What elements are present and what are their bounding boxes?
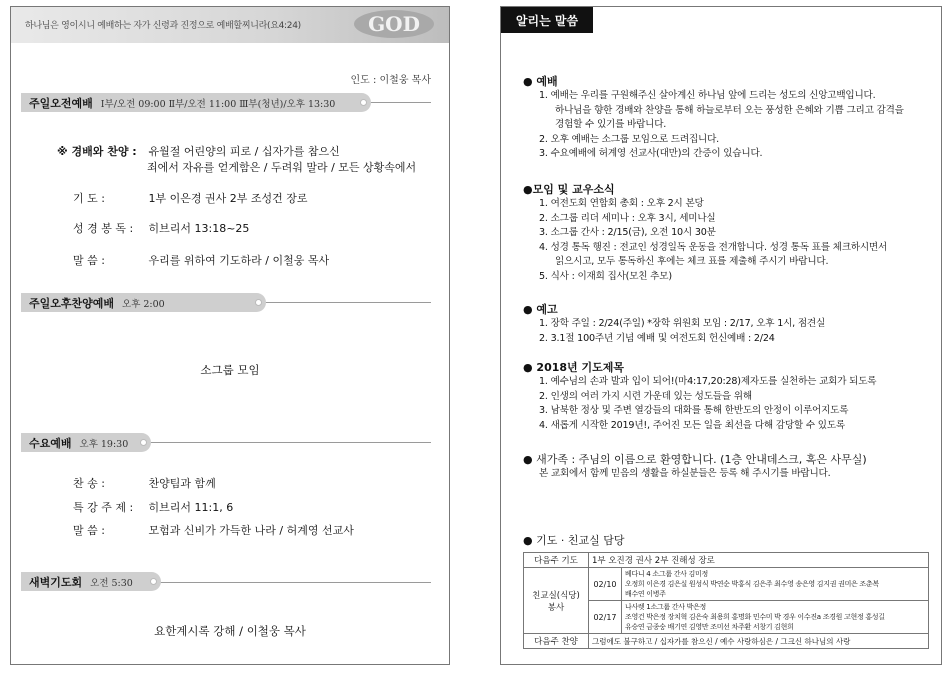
- block-line: 3. 수요예배에 허계영 선교사(대만)의 간증이 있습니다.: [539, 148, 763, 159]
- block-line: 경험할 수 있기를 바랍니다.: [555, 119, 667, 130]
- block-head: ●모임 및 교우소식: [523, 183, 615, 196]
- praise-row: [73, 475, 216, 491]
- lecture-value: 히브리서 11:1, 6: [148, 501, 234, 514]
- announcements-header: 알리는 말씀: [501, 7, 593, 33]
- duty-line: 나사렛 1소그룹 간사 박은정: [625, 603, 707, 611]
- duty-line: 배수연 이병주: [625, 590, 666, 598]
- duty-line: 베다니 4 소그룹 간사 김미정: [625, 570, 708, 578]
- duty-names: [622, 601, 929, 634]
- prayer-value: 1부 이은경 권사 2부 조성건 장로: [148, 192, 308, 205]
- block-line: 읽으시고, 모두 통독하신 후에는 체크 표를 제출해 주시기 바랍니다.: [555, 256, 829, 267]
- fellowship-label: 친교실(식당) 봉사: [524, 568, 589, 634]
- duty-line: 조영건 박은정 장치혁 김은숙 최용희 홍명화 민수미 박 경우 이수진a 조경원 고현정 홍성길: [625, 613, 885, 621]
- wed-sermon-value: 모험과 신비가 가득한 나라 / 허계영 선교사: [148, 524, 354, 537]
- section-afternoon: [21, 293, 266, 312]
- duty-head: ● 기도 · 친교실 담당: [523, 534, 625, 547]
- block-head: ● 새가족 : 주님의 이름으로 환영합니다. (1층 안내데스크, 혹은 사무실): [523, 453, 867, 466]
- block-lines: [523, 375, 927, 433]
- block-line: 1. 예수님의 손과 발과 입이 되어!(마4:17,20:28)제자도를 실천하는 교회가 되도록: [539, 376, 877, 387]
- duty-date: 02/17: [589, 601, 622, 634]
- next-prayer-label: 다음주 기도: [524, 553, 589, 568]
- block-lines: [523, 467, 927, 482]
- duty-head-wrap: [523, 532, 927, 548]
- block-line: 2. 소그룹 리더 세미나 : 오후 3시, 세미나실: [539, 212, 716, 224]
- wed-sermon-label: 말 씀 :: [73, 524, 105, 537]
- section-title: 주일오전예배: [29, 96, 93, 110]
- block-line: 3. 남북한 정상 및 주변 열강들의 대화를 통해 한반도의 안정이 이루어지도록: [539, 405, 849, 416]
- banner-verse: 하나님은 영이시니 예배하는 자가 신령과 진정으로 예배할찌니라(요4:24): [25, 21, 301, 31]
- sermon-row: [73, 252, 329, 268]
- sermon-value: 우리를 위하여 기도하라 / 이철웅 목사: [148, 254, 330, 267]
- table-row: [524, 553, 929, 568]
- section-dot: [140, 439, 147, 446]
- reading-label: 성 경 봉 독 :: [73, 222, 134, 235]
- block-head: ● 예고: [523, 303, 558, 316]
- block-line: 2. 오후 예배는 소그룹 모임으로 드려집니다.: [539, 133, 719, 145]
- block-line: 1. 예배는 우리를 구원해주신 살아계신 하나님 앞에 드리는 성도의 신앙고백입니다.: [539, 90, 876, 101]
- block-lines: [523, 317, 927, 346]
- block-line: 본 교회에서 함께 믿음의 생활을 하실분들은 등록 해 주시기를 바랍니다.: [539, 468, 831, 479]
- section-title: 새벽기도회: [29, 575, 83, 589]
- duty-table: [523, 552, 929, 649]
- god-logo-text: GOD: [368, 12, 420, 36]
- sermon-label: 말 씀 :: [73, 254, 105, 267]
- duty-line: 오정희 이은경 김은실 원성식 박연순 박홍식 김은주 최수영 송은영 김지권 권미은 조춘복: [625, 580, 879, 588]
- section-time: 오후 19:30: [79, 438, 129, 450]
- section-dot: [360, 99, 367, 106]
- duty-line: 유승연 금종숭 배기연 김영만 조미선 차주환 서창기 김현희: [625, 623, 794, 631]
- duty-names: [622, 568, 929, 601]
- praise-label: 찬 송 :: [73, 477, 105, 490]
- prayer-label: 기 도 :: [73, 192, 105, 205]
- reading-value: 히브리서 13:18~25: [148, 222, 250, 235]
- hymn-row: [57, 143, 340, 159]
- lecture-row: [73, 499, 233, 515]
- hymn-line2: 죄에서 자유를 얻게함은 / 두려워 말라 / 모든 상황속에서: [147, 161, 417, 174]
- block-prayer-topics: [523, 359, 927, 433]
- block-worship: [523, 73, 927, 162]
- section-title: 주일오후찬양예배: [29, 296, 115, 310]
- block-newcomers: [523, 451, 927, 482]
- block-lines: [523, 89, 927, 162]
- table-row: [524, 568, 929, 601]
- left-page: [10, 6, 450, 665]
- prayer-row: [73, 190, 308, 206]
- duty-date: 02/10: [589, 568, 622, 601]
- block-head: ● 2018년 기도제목: [523, 361, 625, 374]
- god-logo: [353, 9, 435, 39]
- hymn-line1: 유월절 어린양의 피로 / 십자가를 참으신: [148, 145, 340, 158]
- praise-value: 찬양팀과 함께: [148, 477, 216, 490]
- section-wednesday: [21, 433, 151, 452]
- wed-sermon-row: [73, 522, 354, 538]
- block-line: 3. 소그룹 간사 : 2/15(금), 오전 10시 30분: [539, 227, 716, 238]
- reading-row: [73, 220, 249, 236]
- next-prayer-value: 1부 오진경 권사 2부 진해성 장로: [589, 553, 929, 568]
- section-dawn: [21, 572, 161, 591]
- right-page: [500, 6, 942, 665]
- block-line: 4. 성경 통독 행진 : 전교인 성경일독 운동을 전개합니다. 성경 통독 표를 체크하시면서: [539, 241, 888, 253]
- block-preview: [523, 301, 927, 346]
- section-time: Ⅰ부/오전 09:00 Ⅱ부/오전 11:00 Ⅲ부(청년)/오후 13:30: [100, 98, 336, 110]
- block-line: 1. 여전도회 연합회 총회 : 오후 2시 본당: [539, 198, 704, 209]
- table-row: [524, 634, 929, 649]
- block-line: 하나님을 향한 경배와 찬양을 통해 하늘로부터 오는 풍성한 은혜와 기쁨 그리고 감격을: [555, 104, 904, 116]
- next-praise-label: 다음주 찬양: [524, 634, 589, 649]
- section-dot: [150, 578, 157, 585]
- block-line: 1. 장학 주일 : 2/24(주일) *장학 위원회 모임 : 2/17, 오후 1시, 점견실: [539, 318, 826, 329]
- next-praise-value: 그럼에도 불구하고 / 십자가를 참으신 / 예수 사랑하심은 / 그크신 하나님의 사랑: [589, 634, 929, 649]
- block-lines: [523, 197, 927, 284]
- section-morning: [21, 93, 371, 112]
- leader: 인도 : 이철웅 목사: [350, 75, 431, 86]
- afternoon-text: 소그룹 모임: [200, 363, 260, 377]
- block-line: 2. 인생의 여러 가지 시련 가운데 있는 성도들을 위해: [539, 390, 752, 402]
- section-time: 오전 5:30: [90, 577, 133, 589]
- block-line: 2. 3.1절 100주년 기념 예배 및 여전도회 헌신예배 : 2/24: [539, 332, 775, 344]
- banner: [11, 7, 449, 43]
- section-dot: [255, 299, 262, 306]
- section-time: 오후 2:00: [122, 298, 165, 310]
- block-meetings: [523, 181, 927, 284]
- block-line: 4. 새롭게 시작한 2019년!, 주어진 모든 일을 최선을 다해 감당할 수 있도록: [539, 419, 845, 431]
- section-title: 수요예배: [29, 436, 72, 450]
- block-line: 5. 식사 : 이재희 집사(모친 추모): [539, 270, 672, 282]
- dawn-text: 요한계시록 강해 / 이철웅 목사: [154, 624, 306, 638]
- lecture-label: 특 강 주 제 :: [73, 501, 134, 514]
- hymn-label: ※ 경배와 찬양 :: [57, 145, 137, 158]
- block-head: ● 예배: [523, 75, 558, 88]
